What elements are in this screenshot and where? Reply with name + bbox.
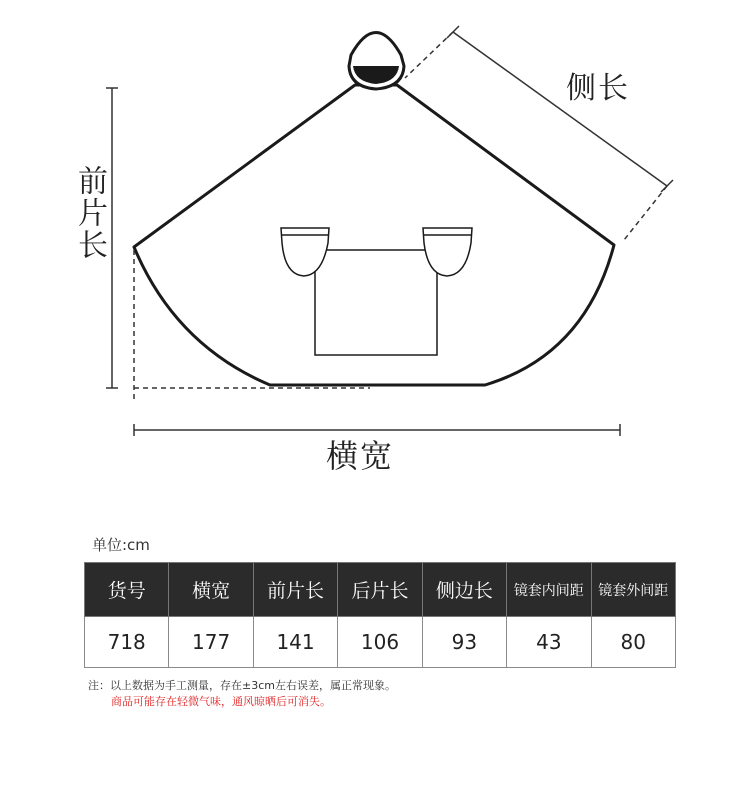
- header-front-length: 前片长: [253, 563, 337, 617]
- width-dimension: [134, 424, 620, 436]
- table-cell: 80: [591, 617, 675, 668]
- table-row: [85, 617, 676, 668]
- front-pocket-icon: [315, 250, 437, 355]
- table-header-row: [85, 563, 676, 617]
- header-side-length: 侧边长: [422, 563, 506, 617]
- header-back-length: 后片长: [338, 563, 422, 617]
- table-cell: 106: [338, 617, 422, 668]
- size-table: [84, 562, 676, 668]
- side-length-label: 侧长: [566, 71, 630, 106]
- table-cell: 43: [507, 617, 591, 668]
- table-cell: 177: [169, 617, 253, 668]
- header-width: 横宽: [169, 563, 253, 617]
- header-item-number: 货号: [85, 563, 169, 617]
- table-cell: 93: [422, 617, 506, 668]
- table-cell: 718: [85, 617, 169, 668]
- header-mirror-inner-distance: 镜套内间距: [507, 563, 591, 617]
- odor-note: 商品可能存在轻微气味，通风晾晒后可消失。: [111, 695, 331, 708]
- measurement-note: 注：以上数据为手工测量，存在±3cm左右误差，属正常现象。: [88, 679, 396, 692]
- hood-icon: [349, 33, 404, 90]
- unit-label: 单位:cm: [92, 536, 150, 554]
- table-cell: 141: [253, 617, 337, 668]
- header-mirror-outer-distance: 镜套外间距: [591, 563, 675, 617]
- front-length-label: 前片长: [72, 165, 107, 261]
- width-label: 横宽: [326, 437, 395, 475]
